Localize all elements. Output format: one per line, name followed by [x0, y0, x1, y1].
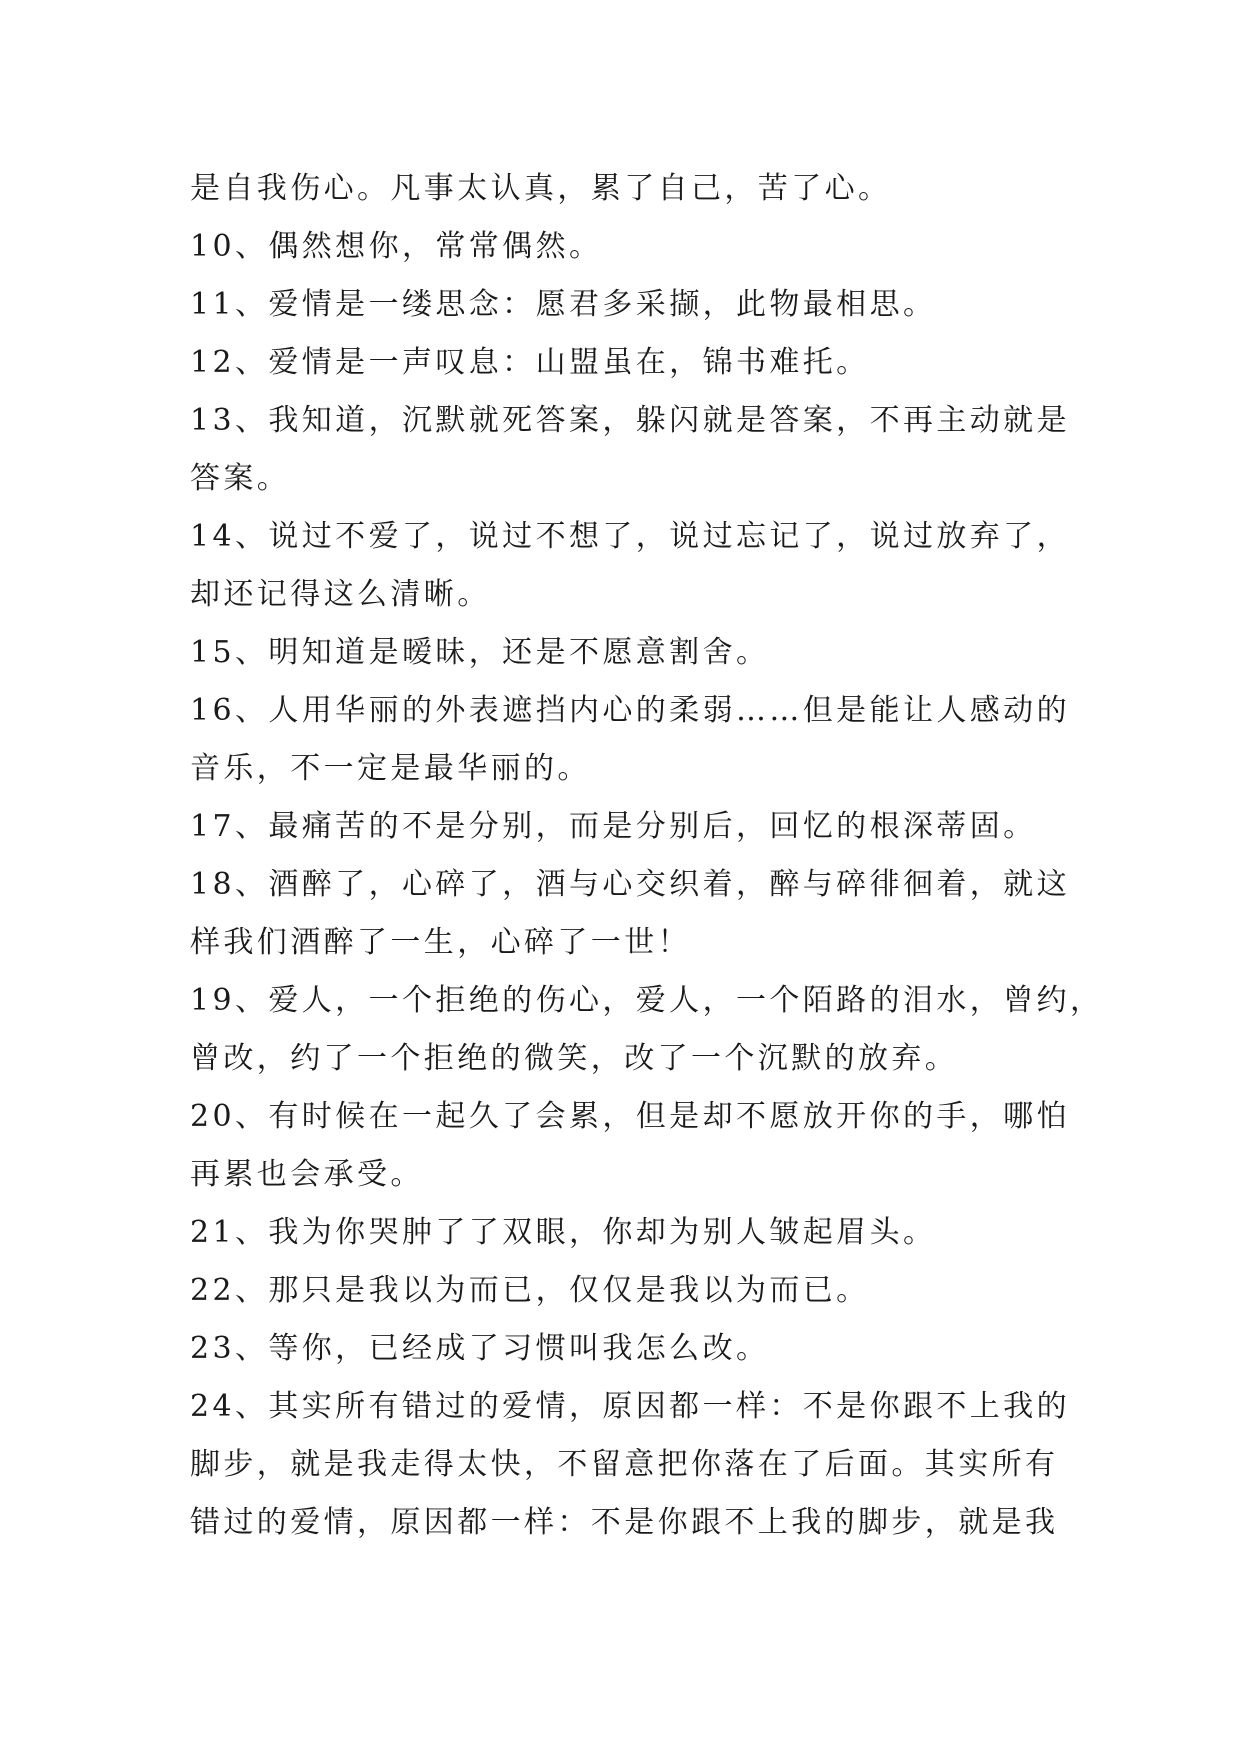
text-line: 13、我知道，沉默就死答案，躲闪就是答案，不再主动就是: [190, 403, 1070, 438]
text-line: 21、我为你哭肿了了双眼，你却为别人皱起眉头。: [190, 1215, 937, 1250]
text-line: 再累也会承受。: [190, 1157, 424, 1192]
text-line: 曾改，约了一个拒绝的微笑，改了一个沉默的放弃。: [190, 1041, 959, 1076]
text-line: 却还记得这么清晰。: [190, 577, 491, 612]
text-line: 17、最痛苦的不是分别，而是分别后，回忆的根深蒂固。: [190, 809, 1037, 844]
text-line: 音乐，不一定是最华丽的。: [190, 751, 591, 786]
text-line: 18、酒醉了，心碎了，酒与心交织着，醉与碎徘徊着，就这: [190, 867, 1070, 902]
text-line: 是自我伤心。凡事太认真，累了自己，苦了心。: [190, 171, 892, 206]
text-line: 20、有时候在一起久了会累，但是却不愿放开你的手，哪怕: [190, 1099, 1070, 1134]
text-line: 24、其实所有错过的爱情，原因都一样：不是你跟不上我的: [190, 1389, 1070, 1424]
text-line: 10、偶然想你，常常偶然。: [190, 229, 603, 264]
text-line: 答案。: [190, 461, 291, 496]
text-line: 16、人用华丽的外表遮挡内心的柔弱……但是能让人感动的: [190, 693, 1070, 728]
text-line: 脚步，就是我走得太快，不留意把你落在了后面。其实所有: [190, 1447, 1059, 1482]
text-line: 19、爱人，一个拒绝的伤心，爱人，一个陌路的泪水，曾约，: [190, 983, 1104, 1018]
document-body: [190, 160, 1104, 1552]
text-line: 11、爱情是一缕思念：愿君多采撷，此物最相思。: [190, 287, 937, 322]
text-line: 12、爱情是一声叹息：山盟虽在，锦书难托。: [190, 345, 870, 380]
text-line: 样我们酒醉了一生，心碎了一世！: [190, 925, 691, 960]
text-line: 错过的爱情，原因都一样：不是你跟不上我的脚步，就是我: [190, 1505, 1059, 1540]
text-line: 14、说过不爱了，说过不想了，说过忘记了，说过放弃了，: [190, 519, 1070, 554]
text-line: 15、明知道是暧昧，还是不愿意割舍。: [190, 635, 770, 670]
text-line: 22、那只是我以为而已，仅仅是我以为而已。: [190, 1273, 870, 1308]
text-line: 23、等你，已经成了习惯叫我怎么改。: [190, 1331, 770, 1366]
